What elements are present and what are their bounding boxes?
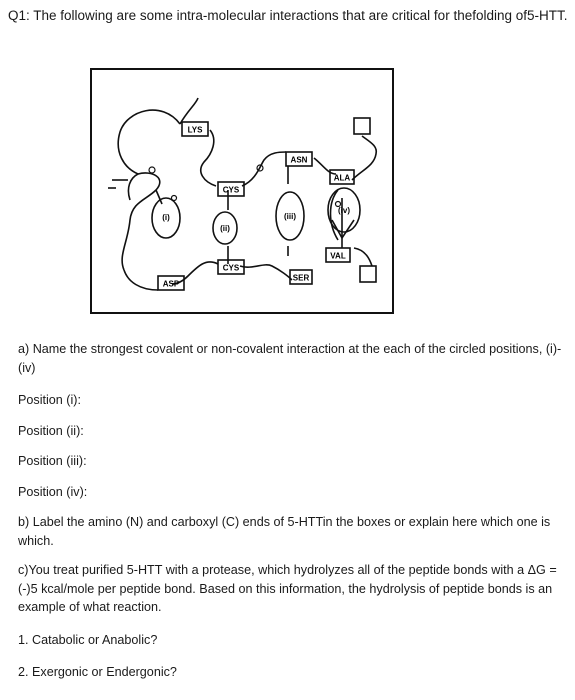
residue-label-cys-bottom: CYS xyxy=(222,263,240,273)
residue-label-val: VAL xyxy=(330,251,346,261)
part-c-question-1: 1. Catabolic or Anabolic? xyxy=(18,633,158,647)
residue-label-ser: SER xyxy=(292,273,310,283)
part-b-prompt: b) Label the amino (N) and carboxyl (C) ends of 5-HTTin the boxes or explain here which one is which. xyxy=(18,515,551,548)
terminus-box-top xyxy=(354,118,370,134)
position-ii-label: Position (ii): xyxy=(18,424,84,438)
position-iii-label: Position (iii): xyxy=(18,454,87,468)
part-c-question-2: 2. Exergonic or Endergonic? xyxy=(18,665,177,679)
backbone-cys-asn xyxy=(242,152,286,186)
backbone-ala-box xyxy=(352,136,376,180)
backbone-val-ser xyxy=(354,248,372,266)
atom-o xyxy=(172,196,177,201)
backbone-bottom xyxy=(124,270,158,290)
terminus-box-bottom xyxy=(360,266,376,282)
protein-diagram-drawing xyxy=(92,70,392,312)
backbone-cys-ser xyxy=(240,265,292,280)
residue-label-ala: ALA xyxy=(333,173,351,183)
position-label-ii: (ii) xyxy=(220,224,230,233)
residue-label-lys: LYS xyxy=(187,125,203,135)
backbone-left-strand xyxy=(122,173,160,270)
position-i-label: Position (i): xyxy=(18,393,81,407)
backbone-lys-cys xyxy=(201,130,216,186)
backbone-left-loop xyxy=(118,110,180,200)
question-title: Q1: The following are some intra-molecular interactions that are critical for thefolding of5-HTT. xyxy=(8,8,568,23)
position-iv-label: Position (iv): xyxy=(18,485,88,499)
position-label-iii: (iii) xyxy=(284,212,296,221)
residue-label-asn: ASN xyxy=(290,155,308,165)
residue-label-asp: ASP xyxy=(162,279,180,289)
residue-label-cys-top: CYS xyxy=(222,185,240,195)
backbone-asn-ala xyxy=(314,158,336,174)
position-label-i: (i) xyxy=(162,213,170,222)
atom-o xyxy=(149,167,155,173)
protein-diagram xyxy=(90,68,394,314)
backbone-to-lys xyxy=(180,98,198,124)
part-a-prompt: a) Name the strongest covalent or non-covalent interaction at the each of the circled positions, (i)-(iv) xyxy=(18,342,562,375)
position-label-iv: (iv) xyxy=(338,206,350,215)
part-c-prompt: c)You treat purified 5-HTT with a protease, which hydrolyzes all of the peptide bonds with a ΔG = (-)5 kcal/mole per peptide bond. Based on this information, the hydrolysis of peptide bonds is an example of what reaction. xyxy=(18,563,557,614)
